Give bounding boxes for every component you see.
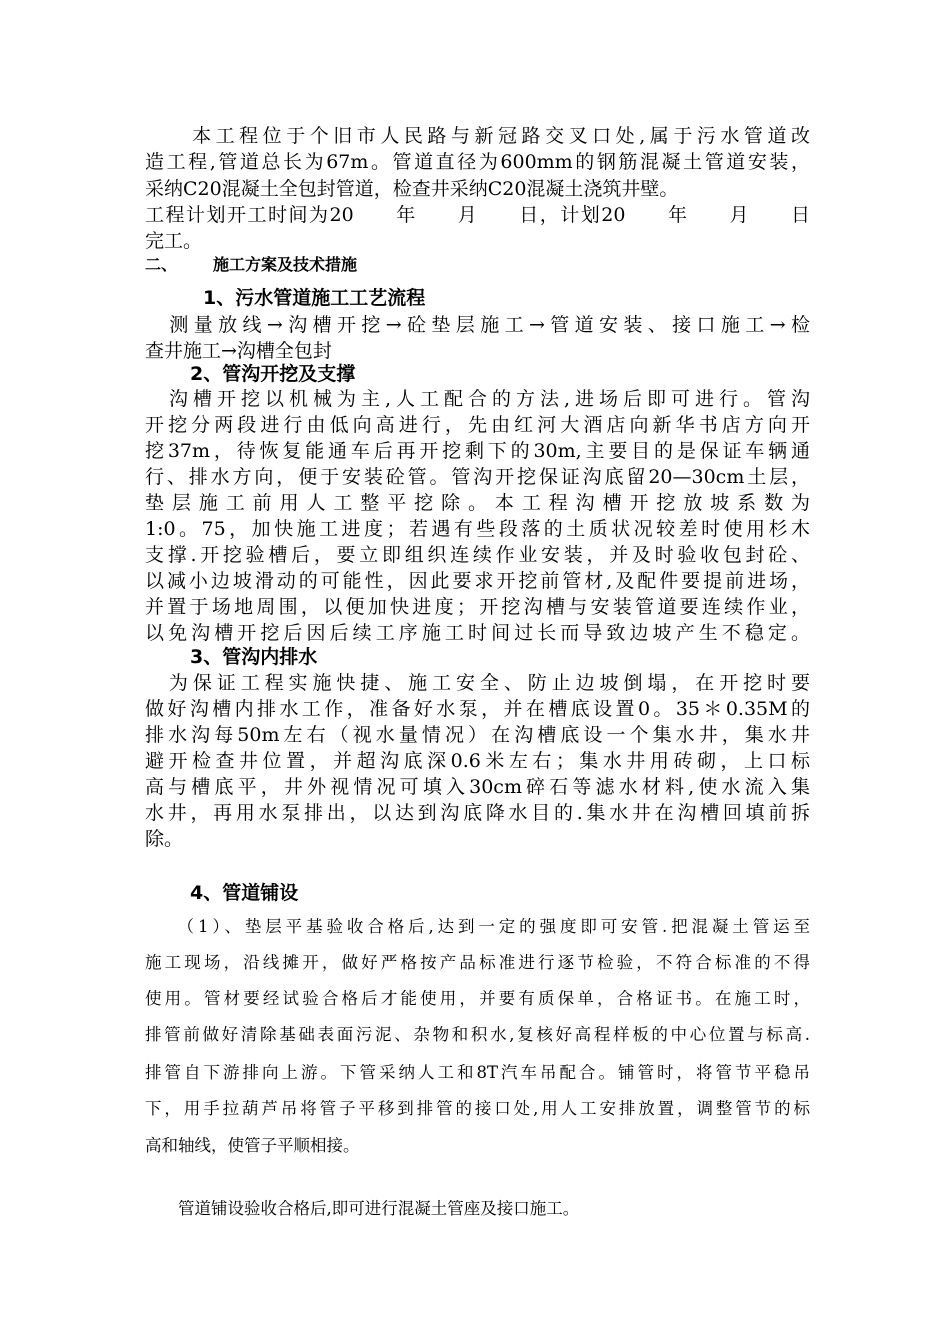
sub-3-line-5: 高与槽底平，井外视情况可填入30cm碎石等滤水材料,使水流入集 bbox=[145, 776, 810, 798]
sub-3-line-6: 水井，再用水泵排出，以达到沟底降水目的.集水井在沟槽回填前拆 bbox=[145, 802, 810, 824]
sub-2-line-7: 支撑.开挖验槽后，要立即组织连续作业安装，并及时验收包封砼、 bbox=[145, 544, 810, 566]
sub-2-line-6: 1:0。75，加快施工进度；若遇有些段落的土质状况较差时使用杉木 bbox=[145, 518, 810, 540]
sub-4-line-7: 高和轴线，使管子平顺相接。 bbox=[145, 1136, 360, 1155]
sub-1-line-1: 测量放线→沟槽开挖→砼垫层施工→管道安装、接口施工→检 bbox=[145, 314, 810, 336]
sub-3-line-7: 除。 bbox=[145, 828, 184, 850]
sub-2-line-10: 以免沟槽开挖后因后续工序施工时间过长而导致边坡产生不稳定。 bbox=[145, 622, 810, 644]
sub-2-line-4: 行、排水方向，便于安装砼管。管沟开挖保证沟底留20—30cm土层， bbox=[145, 466, 810, 488]
sub-1-line-2: 查井施工→沟槽全包封 bbox=[145, 340, 332, 362]
sub-2-line-1: 沟槽开挖以机械为主,人工配合的方法,进场后即可进行。管沟 bbox=[145, 388, 810, 410]
sub-3-line-3: 排水沟每50m左右（视水量情况）在沟槽底设一个集水井，集水井 bbox=[145, 724, 810, 746]
sub-3-line-2: 做好沟槽内排水工作，准备好水泵，并在槽底设置0。35＊0.35M的 bbox=[145, 698, 810, 720]
intro-line-4-schedule: 工程计划开工时间为20 年 月 日，计划20 年 月 日 bbox=[145, 204, 810, 226]
intro-line-2: 造工程,管道总长为67m。管道直径为600mm的钢筋混凝土管道安装， bbox=[145, 151, 810, 173]
sub-3-heading: 3、管沟内排水 bbox=[190, 646, 318, 668]
sub-4-line-2: 施工现场，沿线摊开，做好严格按产品标准进行逐节检验，不符合标准的不得 bbox=[145, 953, 810, 972]
sub-2-line-5: 垫层施工前用人工整平挖除。本工程沟槽开挖放坡系数为 bbox=[145, 492, 810, 514]
sub-4-line-6: 下，用手拉葫芦吊将管子平移到排管的接口处,用人工安排放置，调整管节的标 bbox=[145, 1099, 810, 1118]
sub-4-line-5: 排管自下游排向上游。下管采纳人工和8T汽车吊配合。铺管时，将管节平稳吊 bbox=[145, 1063, 810, 1082]
intro-line-5: 完工。 bbox=[145, 230, 203, 252]
sub-2-line-8: 以减小边坡滑动的可能性，因此要求开挖前管材,及配件要提前进场， bbox=[145, 570, 810, 592]
sub-2-line-2: 开挖分两段进行由低向高进行，先由红河大酒店向新华书店方向开 bbox=[145, 414, 810, 436]
sub-2-line-3: 挖37m，待恢复能通车后再开挖剩下的30m,主要目的是保证车辆通 bbox=[145, 440, 810, 462]
intro-line-1: 本工程位于个旧市人民路与新冠路交叉口处,属于污水管道改 bbox=[145, 125, 810, 147]
sub-1-heading: 1、污水管道施工工艺流程 bbox=[203, 287, 426, 309]
section-2-title: 施工方案及技术措施 bbox=[213, 255, 358, 274]
sub-4-line-3: 使用。管材要经试验合格后才能使用，并要有质保单，合格证书。在施工时， bbox=[145, 989, 810, 1008]
sub-2-line-9: 并置于场地周围，以便加快进度；开挖沟槽与安装管道要连续作业， bbox=[145, 596, 810, 618]
section-2-number: 二、 bbox=[145, 255, 178, 274]
sub-3-line-4: 避开检查井位置，并超沟底深0.6米左右；集水井用砖砌，上口标 bbox=[145, 750, 810, 772]
sub-3-line-1: 为保证工程实施快捷、施工安全、防止边坡倒塌，在开挖时要 bbox=[145, 672, 810, 694]
sub-4-line-4: 排管前做好清除基础表面污泥、杂物和积水,复核好高程样板的中心位置与标高. bbox=[145, 1025, 810, 1044]
sub-4-heading: 4、管道铺设 bbox=[190, 882, 299, 904]
sub-4-closing: 管道铺设验收合格后,即可进行混凝土管座及接口施工。 bbox=[145, 1199, 580, 1218]
section-2-heading bbox=[145, 254, 810, 276]
sub-4-line-1: （1）、垫层平基验收合格后,达到一定的强度即可安管.把混凝土管运至 bbox=[145, 917, 810, 936]
sub-2-heading: 2、管沟开挖及支撑 bbox=[190, 363, 356, 385]
intro-line-3: 采纳C20混凝土全包封管道，检查井采纳C20混凝土浇筑井壁。 bbox=[145, 178, 679, 200]
